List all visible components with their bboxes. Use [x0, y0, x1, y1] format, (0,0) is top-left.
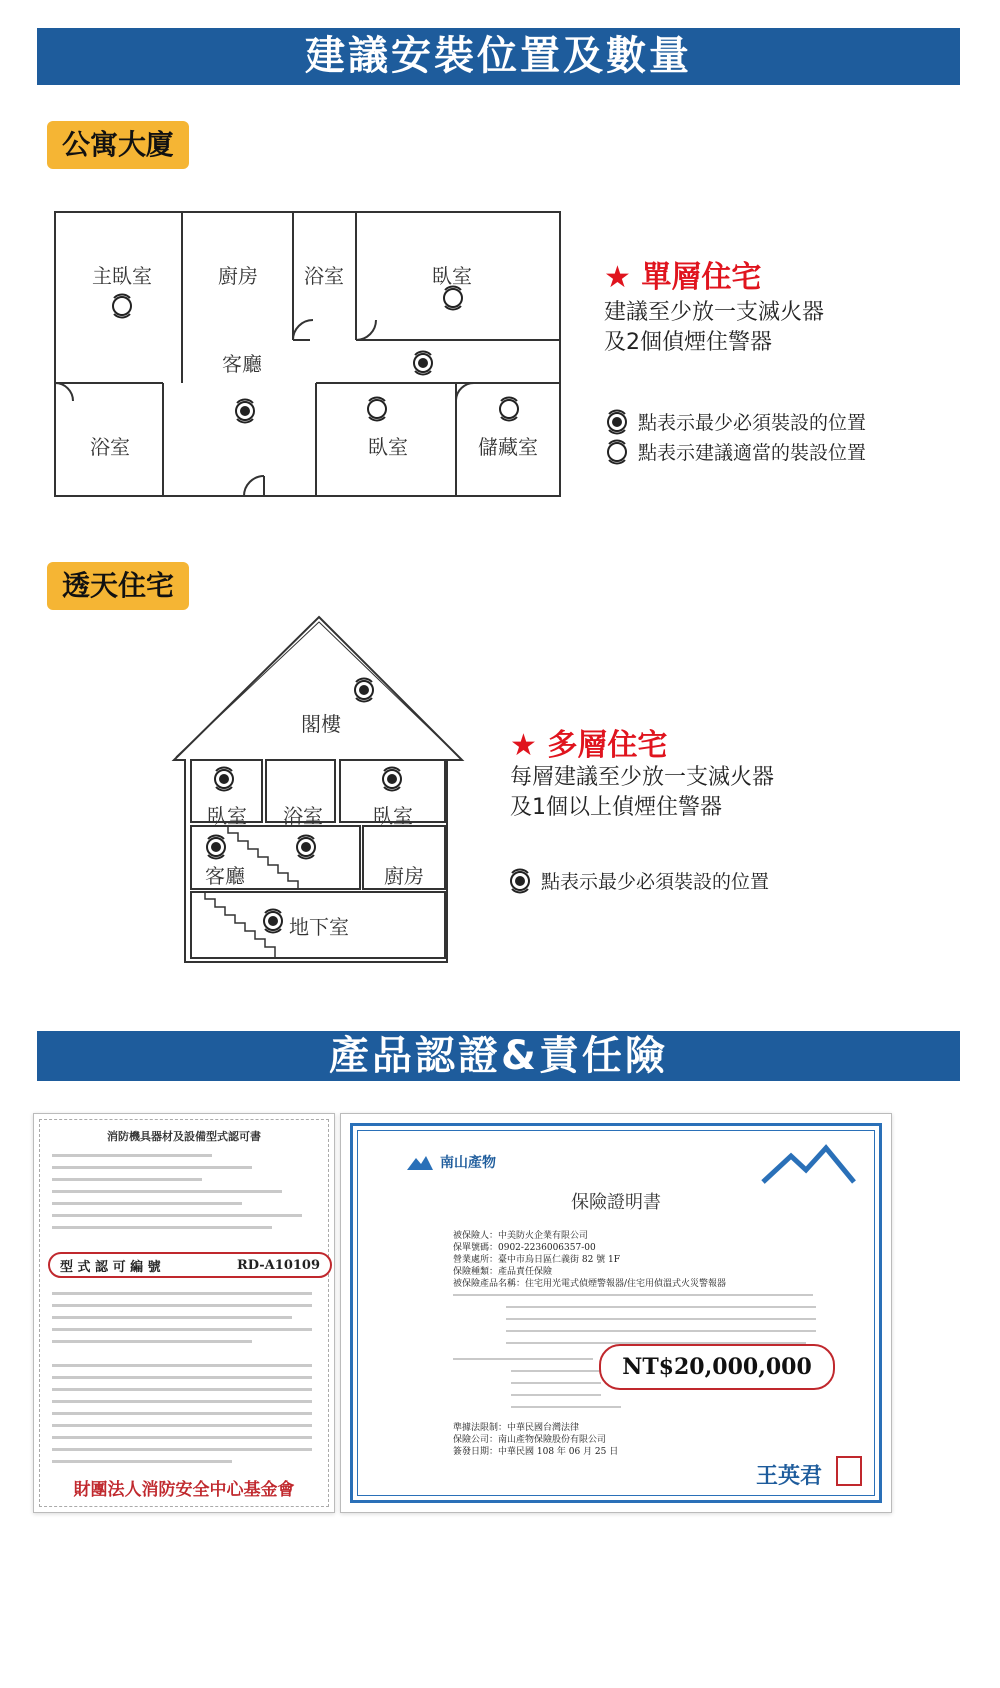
house-info-line1: 每層建議至少放一支滅火器 [510, 765, 775, 790]
cert1-header: 消防機具器材及設備型式認可書 [107, 1130, 261, 1143]
insurance-fields [453, 1230, 726, 1290]
insurance-certificate [340, 1113, 892, 1513]
room-label-bed1: 臥室 [432, 264, 472, 288]
required-detector-icon [351, 677, 377, 703]
required-detector-icon [260, 908, 286, 934]
approval-number: RD-A10109 [236, 1257, 320, 1273]
field-insurer: 保險公司：南山產物保險股份有限公司 [453, 1435, 607, 1445]
room-label-bath1: 浴室 [304, 264, 344, 288]
house-legend-required [507, 867, 769, 894]
house-room-basement: 地下室 [289, 915, 349, 939]
house-room-kitchen: 廚房 [384, 864, 424, 888]
room-label-storage: 儲藏室 [478, 435, 538, 459]
apartment-tag: 公寓大廈 [47, 121, 189, 169]
house-room-bed2: 臥室 [373, 804, 413, 828]
coverage-amount-highlight: NT$20,000,000 [599, 1344, 835, 1390]
house-info-line2: 及1個以上偵煙住警器 [510, 795, 722, 820]
house-room-bed1: 臥室 [207, 804, 247, 828]
cert1-footer-seal: 財團法人消防安全中心基金會 [73, 1480, 295, 1500]
room-label-living: 客廳 [222, 352, 262, 376]
house-room-bath: 浴室 [283, 804, 323, 828]
stamp-seal [836, 1456, 862, 1486]
required-detector-icon [507, 868, 533, 894]
house-room-living: 客廳 [205, 864, 245, 888]
required-detector-icon [203, 834, 229, 860]
field-date: 簽發日期：中華民國 108 年 06 月 25 日 [453, 1447, 619, 1457]
house-room-attic: 閣樓 [301, 712, 341, 736]
insurer-logo [406, 1152, 496, 1172]
field-address: 營業處所：臺中市烏日區仁義街 82 號 1F [453, 1255, 621, 1265]
room-label-bed2: 臥室 [368, 435, 408, 459]
house-tag: 透天住宅 [47, 562, 189, 610]
insurer-name: 南山產物 [440, 1155, 496, 1171]
apartment-info-line1: 建議至少放一支滅火器 [604, 300, 825, 325]
mountain-logo-icon [761, 1144, 856, 1184]
insurance-cert-title: 保險證明書 [571, 1192, 661, 1213]
section-title-install: 建議安裝位置及數量 [37, 28, 960, 85]
room-label-kitchen: 廚房 [218, 264, 258, 288]
field-product: 被保險產品名稱：住宅用光電式偵煙警報器/住宅用偵溫式火災警報器 [453, 1279, 727, 1289]
house-info-title: ★ 多層住宅 [510, 728, 668, 763]
insurer-mountain-icon [406, 1153, 434, 1171]
legend-suggested-text: 點表示建議適當的裝設位置 [638, 442, 867, 464]
room-label-master: 主臥室 [92, 264, 152, 288]
approval-number-highlight [48, 1252, 332, 1278]
approval-certificate [33, 1113, 335, 1513]
required-detector-icon [293, 834, 319, 860]
field-law: 準據法限制：中華民國台灣法律 [453, 1423, 580, 1433]
insurance-bottom-fields [453, 1422, 618, 1458]
apartment-info-line2: 及2個偵煙住警器 [604, 330, 772, 355]
field-type: 保險種類：產品責任保險 [453, 1267, 553, 1277]
section-title-cert: 產品認證&責任險 [37, 1031, 960, 1081]
apartment-info-title: ★ 單層住宅 [604, 260, 762, 295]
required-detector-icon [211, 766, 237, 792]
signer-signature: 王英君 [756, 1463, 823, 1489]
field-policy: 保單號碼：0902-2236006357-00 [453, 1243, 596, 1253]
room-label-bath2: 浴室 [90, 435, 130, 459]
legend-required-text: 點表示最少必須裝設的位置 [638, 412, 867, 434]
required-detector-icon [379, 766, 405, 792]
house-legend-required-text: 點表示最少必須裝設的位置 [541, 871, 770, 893]
approval-label: 型 式 認 可 編 號 [60, 1259, 161, 1275]
field-insured: 被保險人：中美防火企業有限公司 [453, 1231, 589, 1241]
